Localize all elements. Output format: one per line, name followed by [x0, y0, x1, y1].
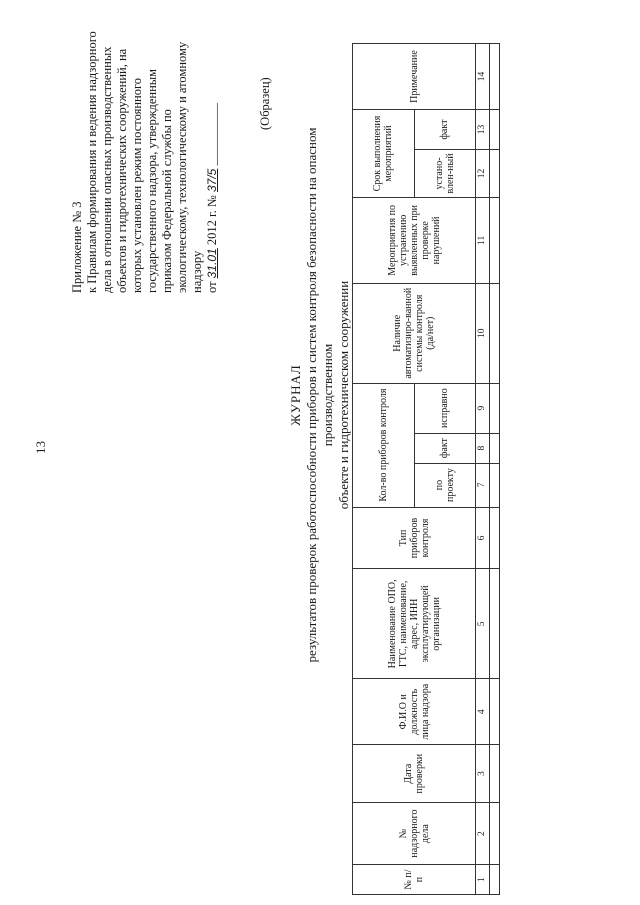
header-col-4: Ф.И.О и должность лица надзора	[353, 679, 476, 745]
empty-cell	[490, 507, 500, 569]
date-day-month: 31.01	[205, 248, 219, 279]
empty-cell	[490, 463, 500, 507]
column-number: 13	[476, 110, 490, 150]
column-number: 2	[476, 803, 490, 865]
appendix-line: государственного надзора, утвержденным	[145, 68, 159, 293]
empty-cell	[490, 44, 500, 110]
column-number: 14	[476, 44, 490, 110]
column-number: 10	[476, 283, 490, 383]
underline-blank: __________	[205, 103, 219, 166]
empty-row	[490, 44, 500, 895]
empty-cell	[490, 283, 500, 383]
empty-cell	[490, 383, 500, 433]
appendix-line: надзору	[190, 250, 204, 293]
header-col-2: № надзорного дела	[353, 803, 476, 865]
appendix-line: приказом Федеральной службы по	[160, 109, 174, 293]
header-col-6: Тип приборов контроля	[353, 507, 476, 569]
column-number: 8	[476, 433, 490, 463]
empty-cell	[490, 745, 500, 803]
column-numbers-row	[476, 44, 490, 895]
column-number: 4	[476, 679, 490, 745]
empty-cell	[490, 865, 500, 895]
appendix-line: которых установлен режим постоянного	[130, 77, 144, 293]
empty-cell	[490, 197, 500, 283]
appendix-block	[70, 0, 220, 293]
header-col-1: № п/п	[353, 865, 476, 895]
column-number: 5	[476, 569, 490, 679]
sample-label: (Образец)	[258, 77, 272, 130]
appendix-line: экологическому, технологическому и атомному	[175, 41, 189, 293]
header-col-13: факт	[414, 110, 476, 150]
header-col-9: исправно	[414, 383, 476, 433]
journal-subtitle-line2: объекте и гидротехническом сооружении	[336, 280, 351, 510]
column-number: 9	[476, 383, 490, 433]
appendix-line: объектов и гидротехнических сооружений, на	[115, 48, 129, 293]
appendix-line: дела в отношении опасных производственных	[100, 46, 114, 293]
column-number: 12	[476, 150, 490, 198]
empty-cell	[490, 110, 500, 150]
empty-cell	[490, 433, 500, 463]
empty-cell	[490, 803, 500, 865]
appendix-line: к Правилам формирования и ведения надзорного	[85, 31, 99, 293]
column-number: 11	[476, 197, 490, 283]
journal-title: ЖУРНАЛ	[288, 364, 303, 426]
header-col-5: Наименование ОПО, ГТС, наименование, адрес, ИНН эксплуатирующей организации	[353, 569, 476, 679]
journal-title-block	[288, 85, 352, 705]
header-group-count: Кол-во приборов контроля	[353, 383, 415, 507]
order-number: 37/5	[205, 168, 219, 192]
column-number: 3	[476, 745, 490, 803]
column-number: 6	[476, 507, 490, 569]
appendix-line: Приложение № 3	[70, 201, 84, 293]
page-number: 13	[33, 441, 48, 454]
appendix-date-line	[205, 0, 220, 293]
date-prefix: от	[205, 281, 219, 293]
header-col-12: устано-влен-ный	[414, 150, 476, 198]
header-col-3: Дата проверки	[353, 745, 476, 803]
header-col-10: Наличие автоматизиро-ванной системы контроля (да/нет)	[353, 283, 476, 383]
empty-cell	[490, 150, 500, 198]
journal-subtitle-line1: результатов проверок работоспособности приборов и систем контроля безопасности на опасном производственном	[304, 127, 335, 663]
date-year: 2012 г. №	[205, 195, 219, 246]
header-col-8: факт	[414, 433, 476, 463]
header-group-term: Срок выполнения мероприятий	[353, 110, 415, 198]
journal-table	[352, 43, 500, 895]
column-number: 7	[476, 463, 490, 507]
empty-cell	[490, 679, 500, 745]
header-row	[353, 44, 415, 895]
empty-cell	[490, 569, 500, 679]
header-col-11: Мероприятия по устранению выявленных при проверке нарушений	[353, 197, 476, 283]
column-number: 1	[476, 865, 490, 895]
header-col-7: по проекту	[414, 463, 476, 507]
header-col-14: Примечание	[353, 44, 476, 110]
